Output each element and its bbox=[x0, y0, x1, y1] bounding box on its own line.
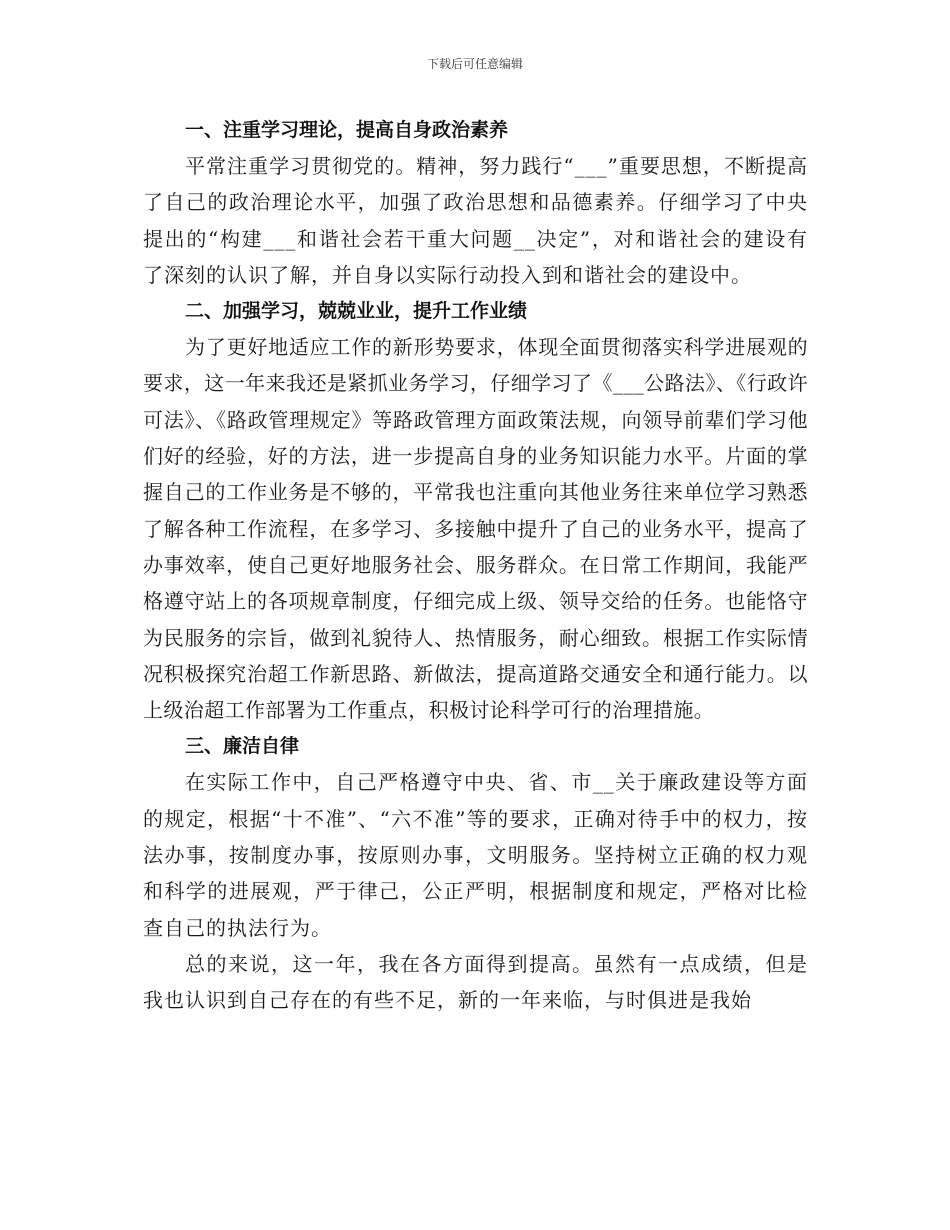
document-body bbox=[143, 112, 808, 1019]
closing-paragraph: 总的来说，这一年，我在各方面得到提高。虽然有一点成绩，但是我也认识到自己存在的有些不足，新的一年来临，与时俱进是我始 bbox=[143, 951, 808, 1013]
section-3-paragraph: 在实际工作中，自己严格遵守中央、省、市__关于廉政建设等方面的规定，根据“十不准”、“六不准”等的要求，正确对待手中的权力，按法办事，按制度办事，按原则办事，文明服务。坚持树立正确的权力观和科学的进展观，严于律己，公正严明，根据制度和规定，严格对比检查自己的执法行为。 bbox=[143, 770, 808, 940]
section-3-heading: 三、廉洁自律 bbox=[185, 735, 300, 758]
section-2-paragraph: 为了更好地适应工作的新形势要求，体现全面贯彻落实科学进展观的要求，这一年来我还是紧抓业务学习，仔细学习了《___公路法》、《行政许可法》、《路政管理规定》等路政管理方面政策法规，向领导前辈们学习他们好的经验，好的方法，进一步提高自身的业务知识能力水平。片面的掌握自己的工作业务是不够的，平常我也注重向其他业务往来单位学习熟悉了解各种工作流程，在多学习、多接触中提升了自己的业务水平，提高了办事效率，使自己更好地服务社会、服务群众。在日常工作期间，我能严格遵守站上的各项规章制度，仔细完成上级、领导交给的任务。也能恪守为民服务的宗旨，做到礼貌待人、热情服务，耐心细致。根据工作实际情况积极探究治超工作新思路、新做法，提高道路交通安全和通行能力。以上级治超工作部署为工作重点，积极讨论科学可行的治理措施。 bbox=[143, 335, 808, 723]
section-1-paragraph: 平常注重学习贯彻党的。精神，努力践行“___”重要思想，不断提高了自己的政治理论水平，加强了政治思想和品德素养。仔细学习了中央提出的“构建___和谐社会若干重大问题__决定”，对和谐社会的建设有了深刻的认识了解，并自身以实际行动投入到和谐社会的建设中。 bbox=[143, 154, 808, 287]
section-1-heading: 一、注重学习理论，提高自身政治素养 bbox=[185, 119, 509, 141]
page-header-note: 下载后可任意编辑 bbox=[426, 57, 523, 71]
section-2-heading: 二、加强学习，兢兢业业，提升工作业绩 bbox=[185, 300, 528, 323]
